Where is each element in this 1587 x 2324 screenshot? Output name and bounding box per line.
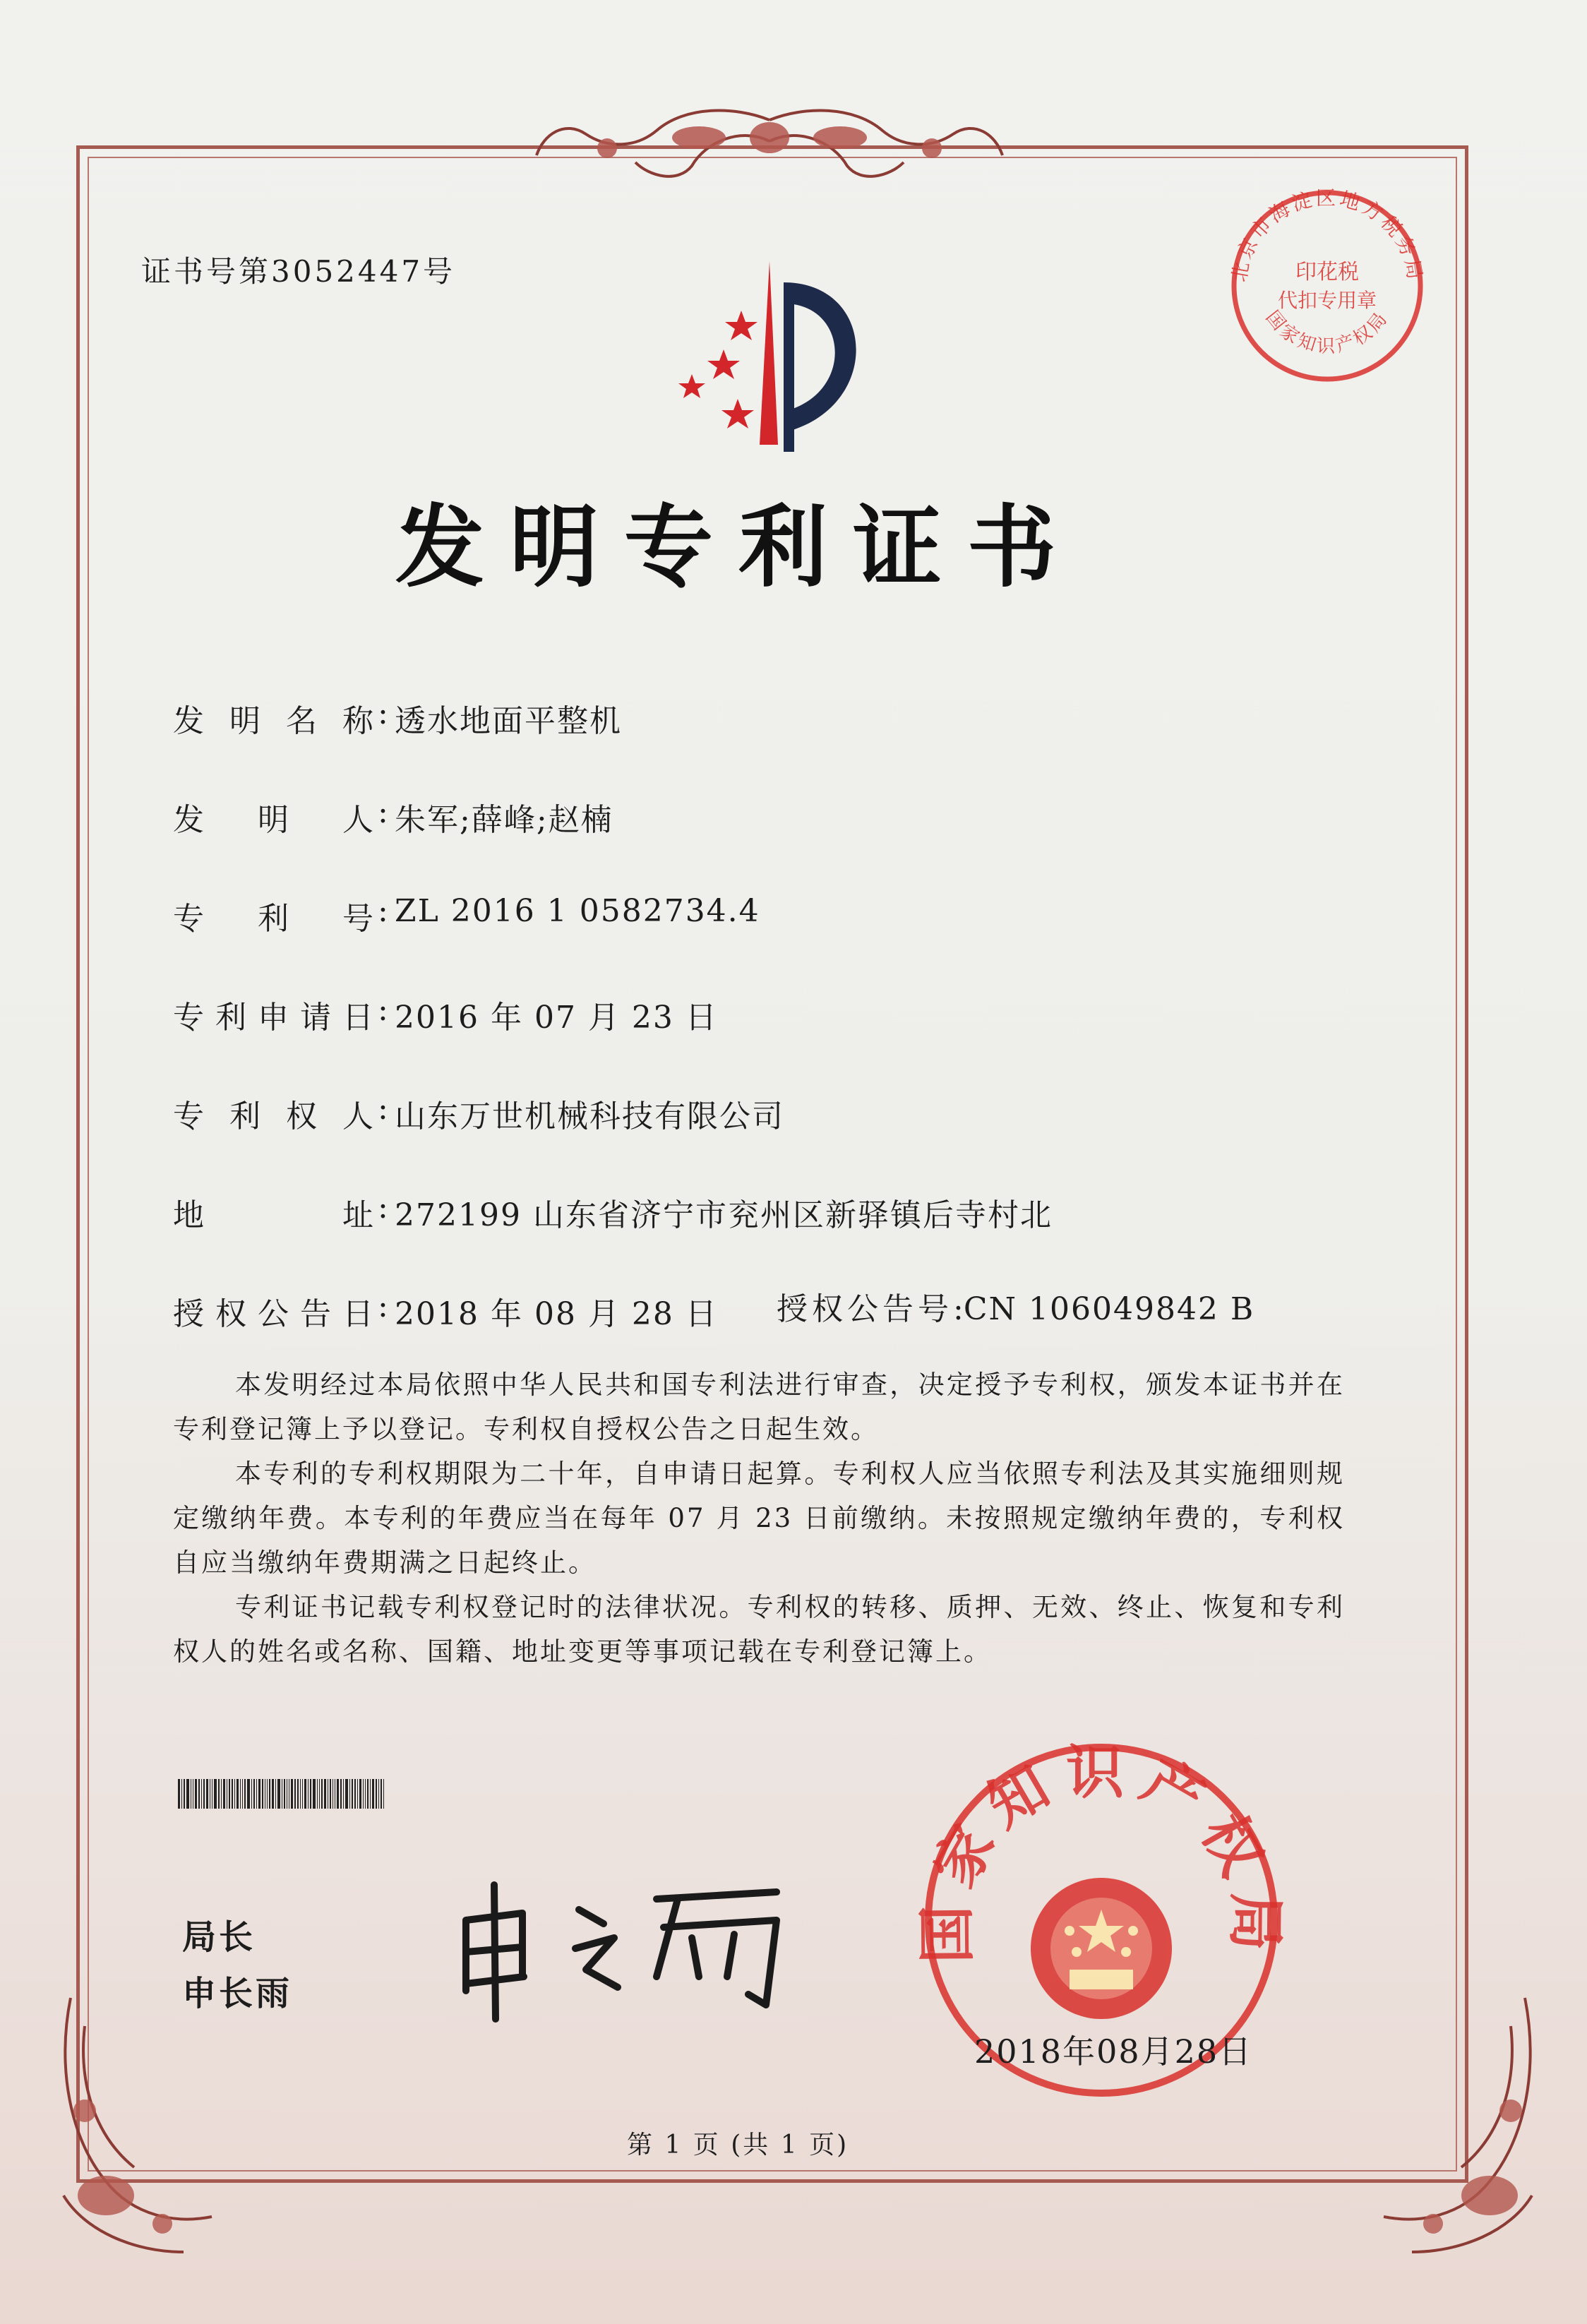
corner-ornament-left bbox=[42, 1984, 254, 2280]
barcode-bar bbox=[383, 1779, 384, 1809]
director-title: 局长 bbox=[182, 1917, 256, 1957]
barcode-bar bbox=[321, 1779, 323, 1809]
body-text bbox=[173, 1362, 1345, 1674]
field-patent-number: 专利号 : ZL 2016 1 0582734.4 bbox=[173, 893, 760, 937]
barcode-bar bbox=[269, 1779, 270, 1809]
barcode-bar bbox=[324, 1779, 326, 1809]
barcode-bar bbox=[195, 1779, 197, 1809]
barcode-bar bbox=[214, 1779, 217, 1809]
paragraph: 本发明经过本局依照中华人民共和国专利法进行审查，决定授予专利权，颁发本证书并在专利登记簿上予以登记。专利权自授权公告之日起生效。 bbox=[173, 1370, 1345, 1444]
field-application-date: 专利申请日 : 2016 年 07 月 23 日 bbox=[173, 992, 718, 1036]
field-label: 地址 bbox=[173, 1197, 378, 1233]
barcode-bar bbox=[365, 1779, 366, 1809]
barcode-bar bbox=[337, 1779, 339, 1809]
barcode-bar bbox=[310, 1779, 311, 1809]
field-value: 透水地面平整机 bbox=[395, 703, 622, 739]
barcode-bar bbox=[319, 1779, 320, 1809]
barcode-bar bbox=[247, 1779, 250, 1809]
certificate-number: 证书号第3052447号 bbox=[141, 254, 456, 289]
barcode-bar bbox=[181, 1779, 182, 1809]
barcode-bar bbox=[291, 1779, 293, 1809]
field-value: CN 106049842 B bbox=[963, 1291, 1255, 1327]
field-label: 专利号 bbox=[173, 901, 378, 937]
barcode bbox=[178, 1779, 589, 1809]
field-address: 地址 : 272199 山东省济宁市兖州区新驿镇后寺村北 bbox=[173, 1190, 1053, 1233]
barcode-bar bbox=[251, 1779, 252, 1809]
field-invention-name: 发明名称 : 透水地面平整机 bbox=[173, 695, 622, 739]
barcode-bar bbox=[378, 1779, 379, 1809]
director-signature bbox=[445, 1871, 812, 2026]
barcode-bar bbox=[262, 1779, 263, 1809]
barcode-bar bbox=[304, 1779, 306, 1809]
barcode-bar bbox=[206, 1779, 208, 1809]
barcode-bar bbox=[203, 1779, 205, 1809]
tax-stamp-inner-line2: 代扣专用章 bbox=[1277, 289, 1377, 312]
barcode-bar bbox=[178, 1779, 180, 1809]
barcode-bar bbox=[357, 1779, 358, 1809]
field-value: 2016 年 07 月 23 日 bbox=[395, 1000, 718, 1036]
field-value: 2018 年 08 月 28 日 bbox=[395, 1296, 718, 1332]
field-value: 272199 山东省济宁市兖州区新驿镇后寺村北 bbox=[395, 1197, 1053, 1233]
barcode-bar bbox=[244, 1779, 246, 1809]
svg-text:国家知识产权局 bbox=[1262, 307, 1393, 357]
barcode-bar bbox=[218, 1779, 220, 1809]
top-ornament bbox=[522, 99, 1017, 191]
barcode-bar bbox=[256, 1779, 257, 1809]
barcode-bar bbox=[340, 1779, 342, 1809]
barcode-bar bbox=[294, 1779, 296, 1809]
seal-text: 国家知识产权局 bbox=[914, 1739, 1289, 1964]
tax-stamp-inner-line1: 印花税 bbox=[1295, 260, 1359, 284]
issue-date: 2018年08月28日 bbox=[974, 2032, 1253, 2071]
field-value: 朱军;薛峰;赵楠 bbox=[395, 802, 613, 838]
barcode-bar bbox=[275, 1779, 276, 1809]
barcode-bar bbox=[345, 1779, 348, 1809]
barcode-bar bbox=[363, 1779, 364, 1809]
barcode-bar bbox=[297, 1779, 299, 1809]
national-emblem-icon bbox=[1031, 1878, 1172, 2019]
field-label: 发明名称 bbox=[173, 703, 378, 739]
barcode-bar bbox=[381, 1779, 382, 1809]
barcode-bar bbox=[367, 1779, 369, 1809]
paragraph: 专利证书记载专利权登记时的法律状况。专利权的转移、质押、无效、终止、恢复和专利权人的姓名或名称、国籍、地址变更等事项记载在专利登记簿上。 bbox=[173, 1592, 1345, 1667]
paragraph: 本专利的专利权期限为二十年，自申请日起算。专利权人应当依照专利法及其实施细则规定缴纳年费。本专利的年费应当在每年 07 月 23 日前缴纳。未按照规定缴纳年费的，专利权自应当缴纳年费期满之日起终止。 bbox=[173, 1459, 1345, 1578]
barcode-bar bbox=[229, 1779, 230, 1809]
cnipa-logo bbox=[649, 261, 904, 466]
barcode-bar bbox=[253, 1779, 255, 1809]
tax-stamp bbox=[1221, 180, 1426, 385]
barcode-bar bbox=[376, 1779, 377, 1809]
barcode-bar bbox=[349, 1779, 350, 1809]
page-number: 第 1 页 (共 1 页) bbox=[627, 2131, 849, 2160]
field-patentee: 专利权人 : 山东万世机械科技有限公司 bbox=[173, 1091, 784, 1134]
barcode-bar bbox=[370, 1779, 371, 1809]
barcode-bar bbox=[343, 1779, 344, 1809]
field-grant-date: 授权公告日 : 2018 年 08 月 28 日 bbox=[173, 1288, 718, 1332]
field-value: 山东万世机械科技有限公司 bbox=[395, 1098, 784, 1134]
barcode-bar bbox=[308, 1779, 309, 1809]
barcode-bar bbox=[221, 1779, 222, 1809]
director-name: 申长雨 bbox=[182, 1974, 293, 2013]
barcode-bar bbox=[354, 1779, 356, 1809]
tax-stamp-bottom-text: 国家知识产权局 bbox=[1261, 306, 1394, 357]
barcode-bar bbox=[198, 1779, 200, 1809]
barcode-bar bbox=[267, 1779, 268, 1809]
field-inventors: 发明人 : 朱军;薛峰;赵楠 bbox=[173, 794, 613, 838]
barcode-bar bbox=[272, 1779, 274, 1809]
barcode-bar bbox=[302, 1779, 303, 1809]
field-label: 授权公告号 bbox=[777, 1291, 953, 1327]
barcode-bar bbox=[240, 1779, 241, 1809]
barcode-bar bbox=[258, 1779, 260, 1809]
barcode-bar bbox=[236, 1779, 239, 1809]
field-label: 授权公告日 bbox=[173, 1296, 378, 1332]
field-label: 专利申请日 bbox=[173, 1000, 378, 1036]
corner-ornament-right bbox=[1341, 1984, 1553, 2280]
barcode-bar bbox=[284, 1779, 285, 1809]
barcode-bar bbox=[372, 1779, 374, 1809]
barcode-bar bbox=[317, 1779, 318, 1809]
barcode-bar bbox=[186, 1779, 189, 1809]
field-label: 专利权人 bbox=[173, 1098, 378, 1134]
barcode-bar bbox=[184, 1779, 185, 1809]
field-announcement-number: 授权公告号:CN 106049842 B bbox=[777, 1291, 1255, 1327]
field-label: 发明人 bbox=[173, 802, 378, 838]
barcode-bar bbox=[232, 1779, 233, 1809]
barcode-bar bbox=[313, 1779, 316, 1809]
field-value: ZL 2016 1 0582734.4 bbox=[395, 893, 760, 929]
barcode-bar bbox=[352, 1779, 353, 1809]
barcode-bar bbox=[300, 1779, 301, 1809]
page-title: 发明专利证书 bbox=[395, 496, 1082, 599]
barcode-bar bbox=[330, 1779, 331, 1809]
barcode-bar bbox=[223, 1779, 225, 1809]
barcode-bar bbox=[242, 1779, 243, 1809]
barcode-bar bbox=[277, 1779, 280, 1809]
barcode-bar bbox=[201, 1779, 202, 1809]
barcode-bar bbox=[359, 1779, 361, 1809]
tax-stamp-outer-text: 北京市海淀区地方税务局 bbox=[1227, 186, 1427, 284]
barcode-bar bbox=[234, 1779, 235, 1809]
